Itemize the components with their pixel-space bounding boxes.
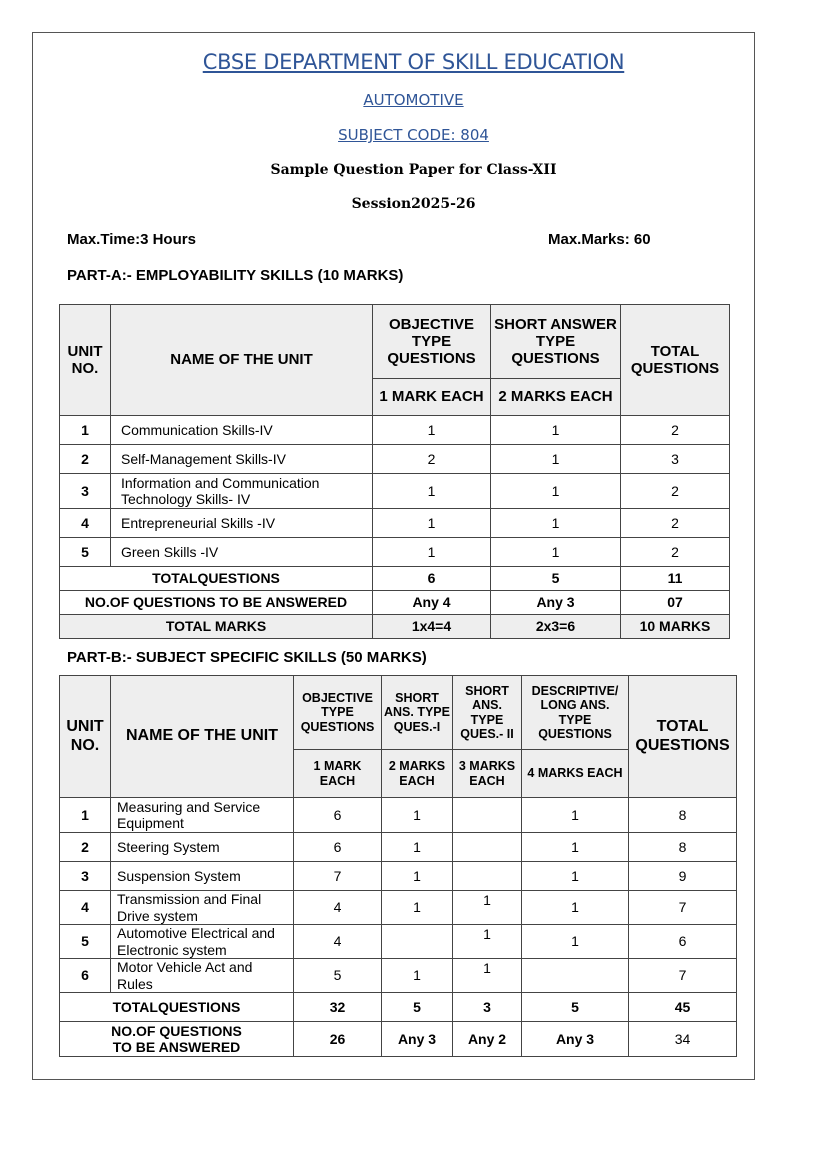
header-short-marks: 2 MARKS EACH [491,379,621,416]
objective-count: 7 [294,862,382,891]
max-time: Max.Time:3 Hours [67,231,196,248]
answered-short-1: Any 3 [382,1022,453,1057]
unit-no: 3 [60,474,111,509]
table-row [60,538,730,567]
descriptive-count: 1 [522,798,629,833]
unit-name: Automotive Electrical and Electronic system [111,925,294,959]
unit-name: Green Skills -IV [111,538,373,567]
short-2-count: 1 [483,926,491,943]
to-be-answered-label: NO.OF QUESTIONS TO BE ANSWERED [60,591,373,615]
total-count: 2 [621,474,730,509]
unit-name: Measuring and Service Equipment [111,798,294,833]
descriptive-count: 1 [522,862,629,891]
total-questions-label: TOTALQUESTIONS [60,993,294,1022]
header-total: TOTAL QUESTIONS [621,305,730,416]
total-count: 7 [629,959,737,993]
unit-name: Self-Management Skills-IV [111,445,373,474]
marks-short: 2x3=6 [491,615,621,639]
short-count: 1 [491,445,621,474]
part-a-table [59,304,730,639]
header-unit-no: UNIT NO. [60,305,111,416]
short-1-count: 1 [382,959,453,993]
answered-objective: 26 [294,1022,382,1057]
part-b-table [59,675,737,1057]
total-count: 2 [621,509,730,538]
to-be-answered-label: NO.OF QUESTIONS TO BE ANSWERED [60,1022,294,1057]
header-short-2: SHORT ANS. TYPE QUES.- II [453,676,522,750]
unit-name: Transmission and Final Drive system [111,891,294,925]
objective-count: 6 [294,798,382,833]
answered-objective: Any 4 [373,591,491,615]
answered-short: Any 3 [491,591,621,615]
session: Session2025-26 [351,196,476,212]
unit-name: Suspension System [111,862,294,891]
objective-count: 1 [373,509,491,538]
unit-no: 2 [60,833,111,862]
unit-no: 1 [60,798,111,833]
short-1-count: 1 [382,833,453,862]
total-count: 3 [621,445,730,474]
total-count: 7 [629,891,737,925]
total-questions-label: TOTALQUESTIONS [60,567,373,591]
table-row [60,798,737,833]
total-count: 2 [621,538,730,567]
objective-count: 6 [294,833,382,862]
unit-name: Motor Vehicle Act and Rules [111,959,294,993]
unit-no: 1 [60,416,111,445]
short-count: 1 [491,416,621,445]
unit-no: 4 [60,891,111,925]
table-row [60,891,737,925]
descriptive-count: 1 [522,925,629,959]
subject-code: SUBJECT CODE: 804 [338,126,489,144]
descriptive-count [522,959,629,993]
table-row [60,925,737,959]
header-descriptive: DESCRIPTIVE/ LONG ANS. TYPE QUESTIONS [522,676,629,750]
unit-name: Steering System [111,833,294,862]
total-count: 2 [621,416,730,445]
table-row [60,862,737,891]
short-2-count [453,833,522,862]
header-unit-no: UNIT NO. [60,676,111,798]
to-be-answered-row [60,1022,737,1057]
marks-total: 10 MARKS [621,615,730,639]
short-1-count [382,925,453,959]
total-short-1: 5 [382,993,453,1022]
unit-no: 5 [60,538,111,567]
short-1-count: 1 [382,798,453,833]
table-row [60,959,737,993]
total-short-2: 3 [453,993,522,1022]
objective-count: 1 [373,538,491,567]
subject-title: AUTOMOTIVE [363,91,464,109]
header-objective-marks: 1 MARK EACH [373,379,491,416]
header-descriptive-marks: 4 MARKS EACH [522,750,629,798]
marks-objective: 1x4=4 [373,615,491,639]
table-row [60,445,730,474]
total-all: 45 [629,993,737,1022]
short-2-count: 1 [483,960,491,977]
objective-count: 5 [294,959,382,993]
answered-descriptive: Any 3 [522,1022,629,1057]
unit-name: Communication Skills-IV [111,416,373,445]
objective-count: 1 [373,474,491,509]
unit-no: 3 [60,862,111,891]
short-1-count: 1 [382,891,453,925]
answered-short-2: Any 2 [453,1022,522,1057]
unit-no: 5 [60,925,111,959]
objective-count: 4 [294,891,382,925]
unit-name: Entrepreneurial Skills -IV [111,509,373,538]
header-unit-name: NAME OF THE UNIT [111,676,294,798]
table-row [60,416,730,445]
header-short-2-marks: 3 MARKS EACH [453,750,522,798]
header-unit-name: NAME OF THE UNIT [111,305,373,416]
header-short-answer: SHORT ANSWER TYPE QUESTIONS [491,305,621,379]
answered-total: 07 [621,591,730,615]
max-marks: Max.Marks: 60 [548,231,651,248]
total-descriptive: 5 [522,993,629,1022]
unit-no: 2 [60,445,111,474]
total-objective: 6 [373,567,491,591]
header-objective: OBJECTIVE TYPE QUESTIONS [373,305,491,379]
to-be-answered-row [60,591,730,615]
total-questions-row [60,993,737,1022]
table-row [60,509,730,538]
total-marks-label: TOTAL MARKS [60,615,373,639]
total-count: 9 [629,862,737,891]
unit-no: 6 [60,959,111,993]
answered-total: 34 [629,1022,737,1057]
table-row [60,474,730,509]
total-marks-row [60,615,730,639]
total-short: 5 [491,567,621,591]
objective-count: 1 [373,416,491,445]
short-1-count: 1 [382,862,453,891]
part-b-heading: PART-B:- SUBJECT SPECIFIC SKILLS (50 MARKS) [67,649,427,666]
short-count: 1 [491,538,621,567]
objective-count: 4 [294,925,382,959]
paper-title: Sample Question Paper for Class-XII [270,162,557,178]
header-objective: OBJECTIVE TYPE QUESTIONS [294,676,382,750]
header-short-1: SHORT ANS. TYPE QUES.-I [382,676,453,750]
header-objective-marks: 1 MARK EACH [294,750,382,798]
short-2-count [453,862,522,891]
short-2-count: 1 [483,892,491,909]
part-a-heading: PART-A:- EMPLOYABILITY SKILLS (10 MARKS) [67,267,404,284]
total-count: 6 [629,925,737,959]
objective-count: 2 [373,445,491,474]
descriptive-count: 1 [522,891,629,925]
header-short-1-marks: 2 MARKS EACH [382,750,453,798]
total-all: 11 [621,567,730,591]
total-count: 8 [629,798,737,833]
department-title: CBSE DEPARTMENT OF SKILL EDUCATION [202,50,625,74]
total-objective: 32 [294,993,382,1022]
unit-no: 4 [60,509,111,538]
short-2-count [453,798,522,833]
short-count: 1 [491,509,621,538]
table-row [60,833,737,862]
descriptive-count: 1 [522,833,629,862]
unit-name: Information and Communication Technology Skills- IV [111,474,373,509]
total-questions-row [60,567,730,591]
header-total: TOTAL QUESTIONS [629,676,737,798]
total-count: 8 [629,833,737,862]
short-count: 1 [491,474,621,509]
